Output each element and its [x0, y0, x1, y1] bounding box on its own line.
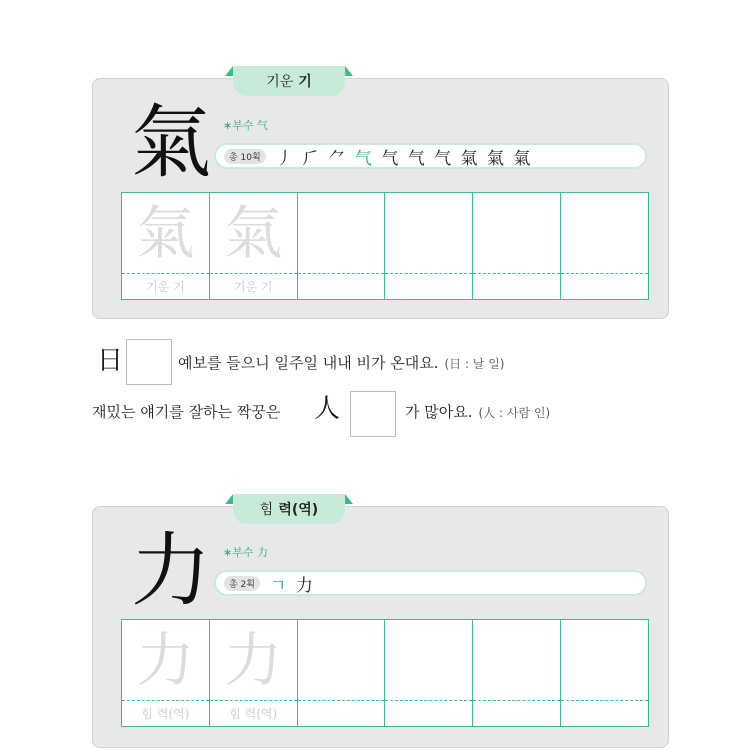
- guide-line: [298, 273, 385, 274]
- main-hanja: 力: [131, 524, 211, 617]
- guide-line: [122, 273, 209, 274]
- writing-cell[interactable]: [385, 620, 473, 726]
- guide-line: [561, 273, 648, 274]
- writing-cell[interactable]: [473, 620, 561, 726]
- card-title-reading: 력(역): [278, 502, 319, 518]
- writing-cell[interactable]: [385, 193, 473, 299]
- guide-line: [210, 700, 297, 701]
- trace-label: 기운 기: [146, 280, 185, 294]
- stroke-order-bar: [214, 143, 647, 169]
- stroke-order-post: 力: [288, 575, 315, 596]
- writing-cell[interactable]: [473, 193, 561, 299]
- guide-line: [385, 700, 472, 701]
- stroke-order-current: ㄱ: [269, 575, 289, 596]
- stroke-count-badge: 총 2획: [224, 576, 260, 591]
- sentence-1-note: (日 : 날 일): [444, 357, 505, 371]
- trace-label: 힘 력(역): [141, 707, 190, 721]
- card-title-meaning: 힘: [259, 502, 274, 518]
- sentence-2-text: [405, 401, 550, 422]
- card-title-meaning: 기운: [266, 74, 294, 90]
- sentence-2-hanja: 人: [314, 394, 341, 424]
- sentence-2-answer-box[interactable]: [350, 391, 396, 437]
- sentence-1-after: 예보를 들으니 일주일 내내 비가 온대요.: [178, 354, 439, 372]
- writing-cell[interactable]: [561, 193, 648, 299]
- stroke-order-sequence: [270, 571, 315, 596]
- writing-cell[interactable]: [561, 620, 648, 726]
- sentence-1-answer-box[interactable]: [126, 339, 172, 385]
- sentence-2-after: 가 많아요.: [405, 403, 473, 421]
- sentence-1-text: [178, 352, 505, 373]
- writing-grid: [121, 192, 649, 300]
- trace-hanja: 氣: [136, 199, 195, 267]
- trace-hanja: 氣: [224, 199, 283, 267]
- main-hanja: 氣: [131, 96, 211, 189]
- guide-line: [298, 700, 385, 701]
- stroke-order-bar: [214, 570, 647, 596]
- guide-line: [122, 700, 209, 701]
- guide-line: [473, 273, 560, 274]
- writing-cell[interactable]: [298, 193, 386, 299]
- stroke-order-post: 气 气 气 氣 氣 氣: [373, 148, 533, 169]
- sentence-2-note: (人 : 사람 인): [478, 406, 551, 420]
- card-title-reading: 기: [298, 74, 312, 90]
- writing-cell-trace[interactable]: [210, 193, 298, 299]
- sentence-2-before: 재밌는 얘기를 잘하는 짝꿍은: [92, 403, 281, 421]
- card-title-tab: [233, 494, 345, 524]
- stroke-order-current: 气: [354, 148, 374, 169]
- guide-line: [473, 700, 560, 701]
- writing-cell[interactable]: [298, 620, 386, 726]
- guide-line: [385, 273, 472, 274]
- writing-grid: [121, 619, 649, 727]
- guide-line: [561, 700, 648, 701]
- writing-cell-trace[interactable]: [122, 620, 210, 726]
- trace-hanja: 力: [136, 626, 195, 694]
- writing-cell-trace[interactable]: [210, 620, 298, 726]
- stroke-count-badge: 총 10획: [224, 149, 266, 164]
- guide-line: [210, 273, 297, 274]
- stroke-order-sequence: [276, 144, 533, 169]
- writing-cell-trace[interactable]: [122, 193, 210, 299]
- sentence-1-hanja: 日: [97, 346, 124, 376]
- card-title-tab: [233, 66, 345, 96]
- radical-label: ∗부수 力: [223, 546, 268, 559]
- trace-label: 기운 기: [233, 280, 273, 294]
- trace-label: 힘 력(역): [229, 707, 278, 721]
- hanja-card-ryeok: [92, 502, 669, 748]
- stroke-order-pre: 丿 ⺁ ⺈: [275, 148, 355, 169]
- trace-hanja: 力: [224, 626, 283, 694]
- hanja-card-gi: [92, 74, 669, 319]
- radical-label: ∗부수 气: [223, 119, 268, 132]
